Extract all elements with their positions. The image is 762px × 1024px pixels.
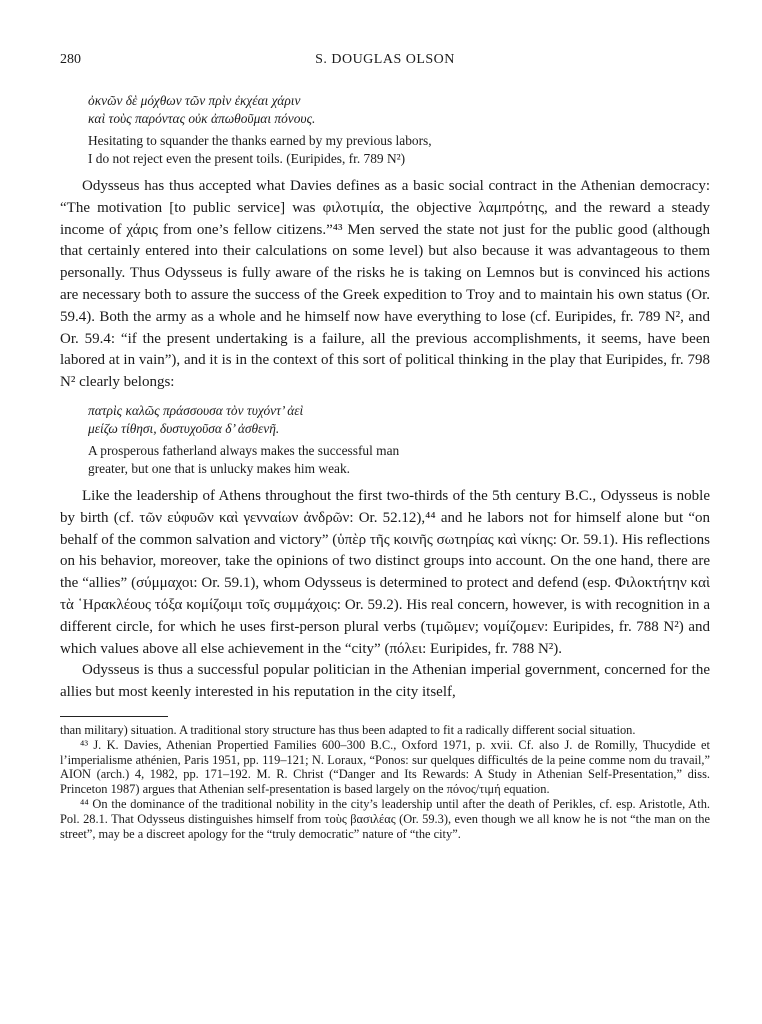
footnote-44: ⁴⁴ On the dominance of the traditional nobility in the city’s leadership until after the death of Perikles, cf. esp. Aristotle, Ath. Pol. 28.1. That Odysseus distinguishes himself from τοὺς βασιλέας (Or. 59.3), even though we all know he is not “the man on the street”, may be a discreet apology for the “truly democratic” nature of “the city”. (60, 796, 710, 841)
body-section-2 (60, 486, 710, 704)
greek-quote-1 (88, 92, 710, 128)
paragraph: Odysseus is thus a successful popular politician in the Athenian imperial government, concerned for the allies but most keenly interested in his reputation in the city itself, (60, 662, 710, 701)
greek-line: ὀκνῶν δὲ μόχθων τῶν πρὶν ἐκχέαι χάριν (88, 93, 301, 108)
footnote-rule (60, 716, 168, 717)
greek-line: μείζω τίθησι, δυστυχοῦσα δ’ ἀσθενῆ. (88, 420, 280, 436)
translation-2 (88, 442, 710, 478)
body-section-1 (60, 176, 710, 394)
translation-line: greater, but one that is unlucky makes him weak. (88, 460, 350, 476)
translation-line: Hesitating to squander the thanks earned by my previous labors, (88, 133, 432, 148)
footnote-43: ⁴³ J. K. Davies, Athenian Propertied Families 600–300 B.C., Oxford 1971, p. xvii. Cf. also J. de Romilly, Thucydide et l’imperialisme athénien, Paris 1951, pp. 119–121; N. Loraux, “Ponos: sur quelques difficultés de la peine comme nom du travail,” AION (arch.) 4, 1982, pp. 171–192. M. R. Christ (“Danger and Its Rewards: A Study in Athenian Self-Presentation,” diss. Princeton 1987) argues that Athenian self-presentation is based largely on the πόνος/τιμή equation. (60, 737, 710, 797)
greek-quote-2 (88, 402, 710, 438)
page-header (60, 52, 710, 74)
paragraph: Like the leadership of Athens throughout the first two-thirds of the 5th century B.C., Odysseus is noble by birth (cf. τῶν εὐφυῶν καὶ γενναίων ἀνδρῶν: Or. 52.12),⁴⁴ and he labors not for himself alone but “on behalf of the common salvation and victory” (ὑπὲρ τῆς κοινῆς σωτηρίας καὶ νίκης: Or. 59.1). His reflections on his behavior, moreover, take the opinions of two distinct groups into account. On the one hand, there are the “allies” (σύμμαχοι: Or. 59.1), whom Odysseus is determined to protect and defend (esp. Φιλοκτήτην καὶ τὰ ῾Ηρακλέους τόξα κομίζοιμι τοῖς συμμάχοις: Or. 59.2). His real concern, however, is with recognition in a different circle, for which he uses first-person plural verbs (τιμῶμεν; νομίζομεν: Euripides, fr. 788 N²) and which values above all else achievement in the “city” (πόλει: Euripides, fr. 788 N²). (60, 487, 710, 657)
page-number: 280 (60, 52, 81, 67)
footnotes (60, 723, 710, 841)
translation-line: A prosperous fatherland always makes the successful man (88, 442, 400, 458)
running-head: S. DOUGLAS OLSON (315, 52, 455, 67)
translation-line: I do not reject even the present toils. (Euripides, fr. 789 N²) (88, 151, 406, 166)
greek-line: καὶ τοὺς παρόντας οὐκ ἀπωθοῦμαι πόνους. (88, 111, 316, 126)
paragraph: Odysseus has thus accepted what Davies defines as a basic social contract in the Athenian democracy: “The motivation [to public service] was φιλοτιμία, the objective λαμπρότης, and the reward a steady income of χάρις from one’s fellow citizens.”⁴³ Men served the state not just for the public good (although that certainly entered into their calculations on some level) but also because it was advantageous to them personally. Thus Odysseus is fully aware of the risks he is taking on Lemnos but is convinced his actions are necessary both to assure the success of the Greek expedition to Troy and to maintain his own status (Or. 59.4). Both the army as a whole and he himself now have everything to lose (cf. Euripides, fr. 789 N², and Or. 59.4: “if the present undertaking is a failure, all the previous accomplishments, it seems, have been labored at in vain”), and it is in the context of this sort of political thinking in the play that Euripides, fr. 798 N² clearly belongs: (60, 178, 710, 391)
page (60, 52, 710, 841)
translation-1 (88, 132, 710, 168)
greek-line: πατρὶς καλῶς πράσσουσα τὸν τυχόντ’ ἀεὶ (88, 402, 304, 418)
footnote-continuation: than military) situation. A traditional story structure has thus been adapted to fit a radically different social situation. (60, 722, 636, 737)
